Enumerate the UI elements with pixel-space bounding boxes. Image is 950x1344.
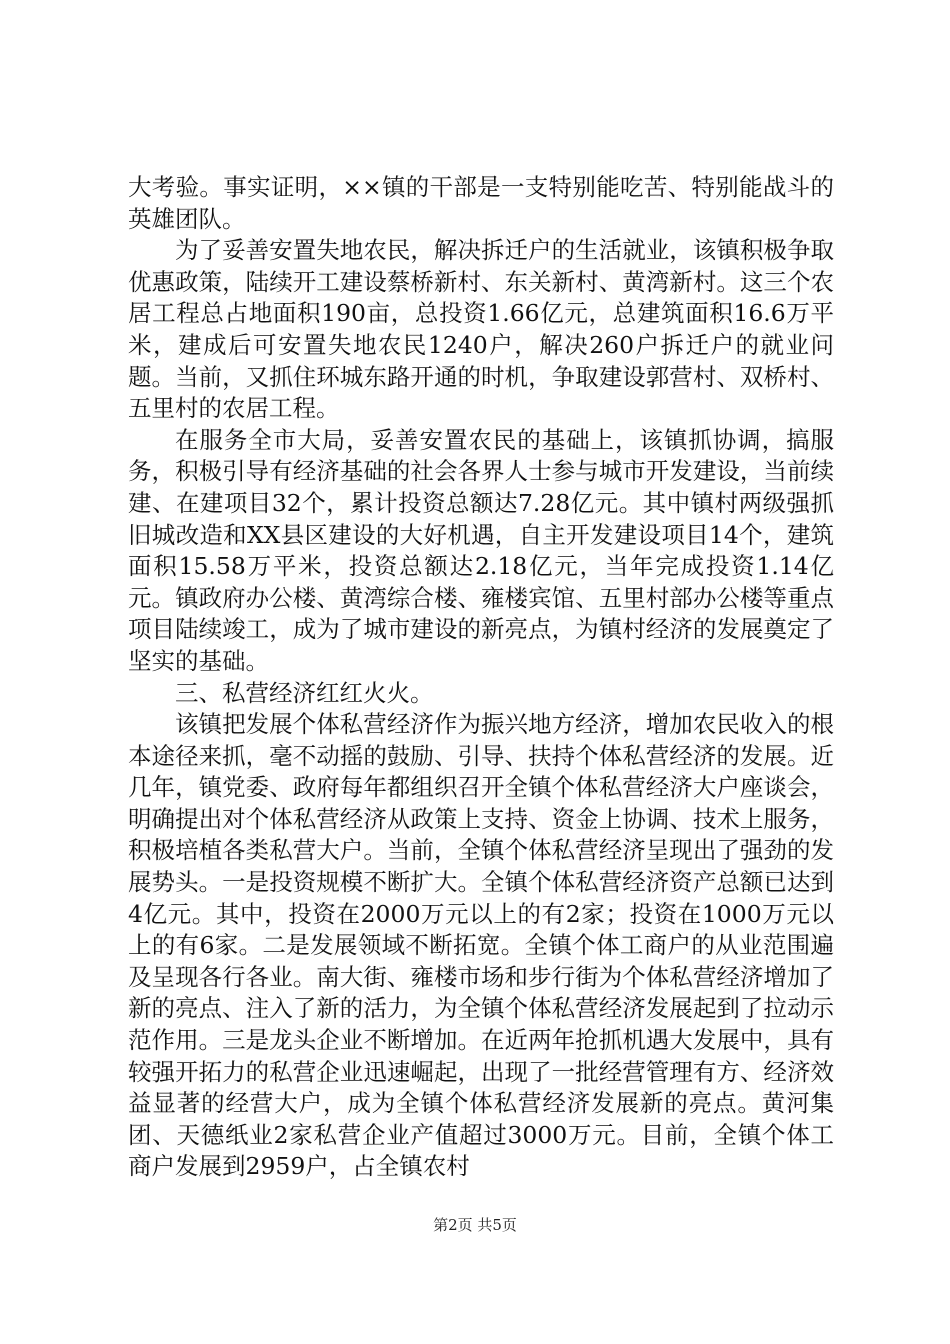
paragraph: 在服务全市大局，妥善安置农民的基础上，该镇抓协调，搞服务，积极引导有经济基础的社会各界人士参与城市开发建设，当前续建、在建项目32个，累计投资总额达7.28亿元。其中镇村两级强抓旧城改造和XX县区建设的大好机遇，自主开发建设项目14个，建筑面积15.58万平米，投资总额达2.18亿元，当年完成投资1.14亿元。镇政府办公楼、黄湾综合楼、雍楼宾馆、五里村部办公楼等重点项目陆续竣工，成为了城市建设的新亮点，为镇村经济的发展奠定了坚实的基础。 [128, 425, 834, 675]
document-body [128, 172, 834, 1183]
page-number-label: 第2页 共5页 [433, 1216, 517, 1234]
page-footer [0, 1214, 950, 1235]
paragraph: 大考验。事实证明，××镇的干部是一支特别能吃苦、特别能战斗的英雄团队。 [128, 173, 834, 233]
paragraph: 为了妥善安置失地农民，解决拆迁户的生活就业，该镇积极争取优惠政策，陆续开工建设蔡桥新村、东关新村、黄湾新村。这三个农居工程总占地面积190亩，总投资1.66亿元，总建筑面积16.6万平米，建成后可安置失地农民1240户，解决260户拆迁户的就业问题。当前，又抓住环城东路开通的时机，争取建设郭营村、双桥村、五里村的农居工程。 [128, 236, 834, 423]
paragraph: 该镇把发展个体私营经济作为振兴地方经济，增加农民收入的根本途径来抓，毫不动摇的鼓励、引导、扶持个体私营经济的发展。近几年，镇党委、政府每年都组织召开全镇个体私营经济大户座谈会，明确提出对个体私营经济从政策上支持、资金上协调、技术上服务，积极培植各类私营大户。当前，全镇个体私营经济呈现出了强劲的发展势头。一是投资规模不断扩大。全镇个体私营经济资产总额已达到4亿元。其中，投资在2000万元以上的有2家；投资在1000万元以上的有6家。二是发展领域不断拓宽。全镇个体工商户的从业范围遍及呈现各行各业。南大街、雍楼市场和步行街为个体私营经济增加了新的亮点、注入了新的活力，为全镇个体私营经济发展起到了拉动示范作用。三是龙头企业不断增加。在近两年抢抓机遇大发展中，具有较强开拓力的私营企业迅速崛起，出现了一批经营管理有方、经济效益显著的经营大户，成为全镇个体私营经济发展新的亮点。黄河集团、天德纸业2家私营企业产值超过3000万元。目前，全镇个体工商户发展到2959户，占全镇农村 [128, 710, 834, 1181]
section-heading: 三、私营经济红红火火。 [175, 678, 434, 707]
